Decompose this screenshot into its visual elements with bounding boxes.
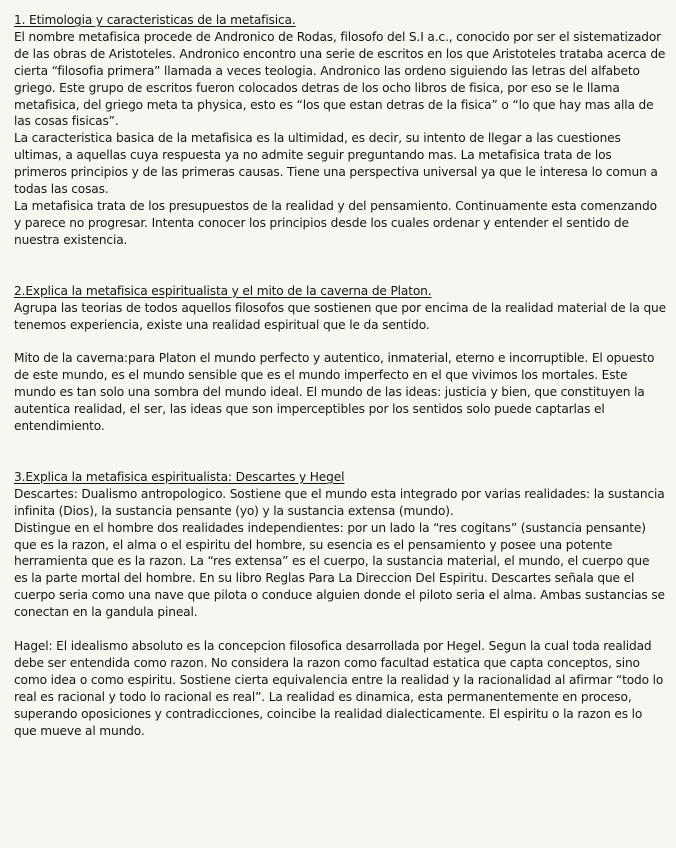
paragraph: Distingue en el hombre dos realidades independientes: por un lado la “res cogitans” (sustancia pensante) que es la razon, el alma o el espiritu del hombre, su esencia es el pensamiento y posee una potente herramienta que es la razon. La “res extensa” es el cuerpo, la sustancia material, el mundo, el cuerpo que es la parte mortal del hombre. En su libro Reglas Para La Direccion Del Espiritu. Descartes señala que el cuerpo seria como una nave que pilota o conduce alguien donde el piloto seria el alma. Ambas sustancias se conectan en la gandula pineal. (14, 520, 665, 620)
section-metafisica-platon (14, 283, 666, 435)
paragraph: Descartes: Dualismo antropologico. Sostiene que el mundo esta integrado por varias realidades: la sustancia infinita (Dios), la sustancia pensante (yo) y la sustancia extensa (mundo). (14, 486, 665, 518)
section-spacer (14, 435, 666, 469)
paragraph: Hagel: El idealismo absoluto es la concepcion filosofica desarrollada por Hegel. Segun la cual toda realidad debe ser entendida como razon. No considera la razon como facultad estatica que capta conceptos, sino como idea o como espiritu. Sostiene cierta equivalencia entre la realidad y la racionalidad al afirmar “todo lo real es racional y todo lo racional es real”. La realidad es dinamica, esta permanentemente en proceso, superando oposiciones y contradicciones, coincibe la realidad dialecticamente. El espiritu o la razon es lo que mueve al mundo. (14, 639, 664, 738)
section-etimologia (14, 12, 666, 249)
paragraph: Mito de la caverna:para Platon el mundo perfecto y autentico, inmaterial, eterno e incorruptible. El opuesto de este mundo, es el mundo sensible que es el mundo imperfecto en el que vivimos los mortales. Este mundo es tan solo una sombra del mundo ideal. El mundo de las ideas: justicia y bien, que constituyen la autentica realidad, el ser, las ideas que son imperceptibles por los sentidos solo puede captarlas el entendimiento. (14, 351, 655, 434)
paragraph-spacer (14, 621, 666, 638)
section-title: 1. Etimologia y caracteristicas de la metafisica. (14, 13, 296, 27)
section-spacer (14, 249, 666, 283)
paragraph-spacer (14, 333, 666, 350)
paragraph: Agrupa las teorias de todos aquellos filosofos que sostienen que por encima de la realidad material de la que tenemos experiencia, existe una realidad espiritual que le da sentido. (14, 300, 666, 332)
paragraph: La metafisica trata de los presupuestos de la realidad y del pensamiento. Continuamente esta comenzando y parece no progresar. Intenta conocer los principios desde los cuales ordenar y entender el sentido de nuestra existencia. (14, 198, 657, 247)
paragraph: El nombre metafisica procede de Andronico de Rodas, filosofo del S.I a.c., conocido por ser el sistematizador de las obras de Aristoteles. Andronico encontro una serie de escritos en los que Aristoteles trataba acerca de cierta “filosofia primera” llamada a veces teologia. Andronico las ordeno siguiendo las letras del alfabeto griego. Este grupo de escritos fueron colocados detras de los ocho libros de fisica, por eso se le llama metafisica, del griego meta ta physica, esto es “los que estan detras de la fisica” o “lo que hay mas alla de las cosas fisicas”. (14, 29, 666, 129)
section-title: 2.Explica la metafisica espiritualista y el mito de la caverna de Platon. (14, 283, 432, 298)
section-title: 3.Explica la metafisica espiritualista: Descartes y Hegel (14, 469, 345, 484)
section-descartes-hegel (14, 469, 666, 740)
paragraph: La caracteristica basica de la metafisica es la ultimidad, es decir, su intento de llegar a las cuestiones ultimas, a aquellas cuya respuesta ya no admite seguir preguntando mas. La metafisica trata de los primeros principios y de las primeras causas. Tiene una perspectiva universal ya que le interesa lo comun a todas las cosas. (14, 131, 658, 197)
